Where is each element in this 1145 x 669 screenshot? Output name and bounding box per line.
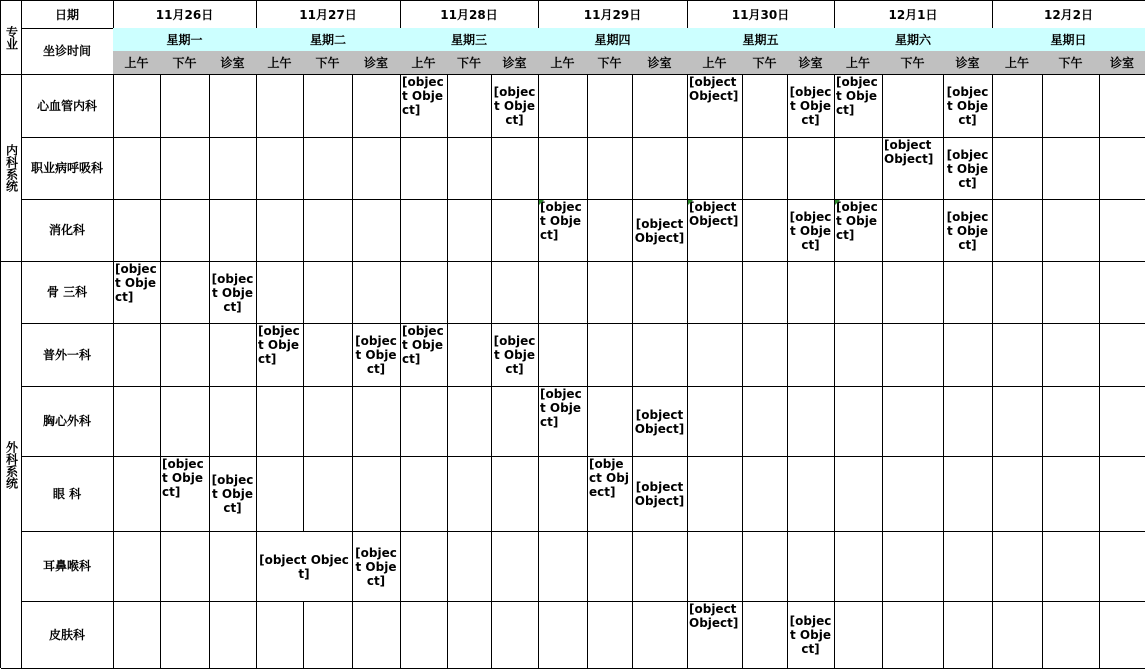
- date-cell: 11月26日: [113, 1, 257, 29]
- empty-cell[interactable]: [1042, 386, 1100, 457]
- cell-text: [object Object]: [689, 200, 739, 228]
- empty-cell[interactable]: [632, 531, 688, 602]
- empty-cell[interactable]: [992, 386, 1043, 457]
- empty-cell[interactable]: [303, 137, 353, 200]
- empty-cell[interactable]: [587, 261, 633, 324]
- weekday-cell: 星期三: [400, 28, 539, 52]
- empty-cell[interactable]: [352, 74, 401, 138]
- weekday-cell: 星期二: [256, 28, 401, 52]
- doctor-entry-cell[interactable]: [object Object]: [587, 456, 633, 532]
- cell-text: [object Object]: [836, 200, 878, 242]
- date-cell: 11月28日: [400, 1, 539, 29]
- doctor-entry-cell[interactable]: [834, 199, 883, 262]
- slot-header: 下午: [303, 51, 353, 75]
- empty-cell[interactable]: [303, 199, 353, 262]
- empty-cell[interactable]: [113, 199, 161, 262]
- doctor-entry-cell[interactable]: [object Object]: [538, 386, 588, 457]
- date-cell: 11月29日: [538, 1, 688, 29]
- clinic-room-cell[interactable]: [object Object]: [632, 199, 688, 262]
- doctor-entry-cell[interactable]: [object Object]: [113, 261, 161, 324]
- empty-cell[interactable]: [834, 137, 883, 200]
- empty-cell[interactable]: [303, 261, 353, 324]
- empty-cell[interactable]: [632, 323, 688, 387]
- empty-cell[interactable]: [491, 531, 539, 602]
- empty-cell[interactable]: [209, 74, 257, 138]
- empty-cell[interactable]: [1042, 456, 1100, 532]
- slot-header: 上午: [113, 51, 161, 75]
- empty-cell[interactable]: [687, 531, 743, 602]
- empty-cell[interactable]: [1042, 323, 1100, 387]
- empty-cell[interactable]: [352, 601, 401, 669]
- empty-cell[interactable]: [834, 601, 883, 669]
- empty-cell[interactable]: [491, 261, 539, 324]
- empty-cell[interactable]: [256, 601, 304, 669]
- empty-cell[interactable]: [587, 386, 633, 457]
- empty-cell[interactable]: [113, 386, 161, 457]
- empty-cell[interactable]: [352, 261, 401, 324]
- empty-cell[interactable]: [587, 74, 633, 138]
- empty-cell[interactable]: [303, 74, 353, 138]
- date-header: 日期: [21, 1, 114, 29]
- clinic-room-cell[interactable]: [object Object]: [632, 386, 688, 457]
- empty-cell[interactable]: [742, 199, 788, 262]
- empty-cell[interactable]: [1099, 199, 1145, 262]
- group-internal: 内科系统: [1, 74, 22, 262]
- empty-cell[interactable]: [687, 386, 743, 457]
- empty-cell[interactable]: [491, 199, 539, 262]
- department-cell: 耳鼻喉科: [21, 531, 114, 602]
- empty-cell[interactable]: [882, 601, 944, 669]
- empty-cell[interactable]: [992, 137, 1043, 200]
- slot-header: 诊室: [491, 51, 539, 75]
- clinic-room-cell[interactable]: [object Object]: [209, 261, 257, 324]
- empty-cell[interactable]: [1099, 261, 1145, 324]
- empty-cell[interactable]: [491, 137, 539, 200]
- empty-cell[interactable]: [587, 199, 633, 262]
- empty-cell[interactable]: [882, 531, 944, 602]
- comment-marker-icon: [835, 200, 840, 205]
- empty-cell[interactable]: [113, 456, 161, 532]
- empty-cell[interactable]: [447, 74, 492, 138]
- empty-cell[interactable]: [742, 386, 788, 457]
- clinic-room-cell[interactable]: [object Object]: [787, 601, 835, 669]
- empty-cell[interactable]: [352, 386, 401, 457]
- empty-cell[interactable]: [113, 137, 161, 200]
- clinic-room-cell[interactable]: [object Object]: [209, 456, 257, 532]
- slot-header: 诊室: [943, 51, 993, 75]
- empty-cell[interactable]: [787, 456, 835, 532]
- empty-cell[interactable]: [303, 323, 353, 387]
- empty-cell[interactable]: [303, 456, 353, 532]
- slot-header: 上午: [687, 51, 743, 75]
- group-surgical: 外科系统: [1, 261, 22, 669]
- department-cell: 眼 科: [21, 456, 114, 532]
- empty-cell[interactable]: [943, 601, 993, 669]
- slot-header: 诊室: [209, 51, 257, 75]
- slot-header: 下午: [882, 51, 944, 75]
- department-cell: 心血管内科: [21, 74, 114, 138]
- empty-cell[interactable]: [742, 137, 788, 200]
- clinic-room-cell[interactable]: [object Object]: [491, 74, 539, 138]
- empty-cell[interactable]: [943, 386, 993, 457]
- empty-cell[interactable]: [1099, 456, 1145, 532]
- empty-cell[interactable]: [209, 386, 257, 457]
- empty-cell[interactable]: [742, 261, 788, 324]
- empty-cell[interactable]: [209, 531, 257, 602]
- empty-cell[interactable]: [943, 261, 993, 324]
- empty-cell[interactable]: [538, 74, 588, 138]
- empty-cell[interactable]: [352, 199, 401, 262]
- date-cell: 12月2日: [992, 1, 1145, 29]
- empty-cell[interactable]: [587, 323, 633, 387]
- empty-cell[interactable]: [882, 456, 944, 532]
- clinic-room-cell[interactable]: [object Object]: [943, 137, 993, 200]
- empty-cell[interactable]: [400, 601, 448, 669]
- department-cell: 骨 三科: [21, 261, 114, 324]
- slot-header: 诊室: [787, 51, 835, 75]
- empty-cell[interactable]: [687, 261, 743, 324]
- comment-marker-icon: [688, 200, 693, 205]
- slot-header: 上午: [256, 51, 304, 75]
- empty-cell[interactable]: [787, 386, 835, 457]
- empty-cell[interactable]: [834, 456, 883, 532]
- doctor-entry-cell[interactable]: [object Object]: [256, 531, 353, 602]
- empty-cell[interactable]: [1042, 74, 1100, 138]
- department-cell: 普外一科: [21, 323, 114, 387]
- slot-header: 上午: [538, 51, 588, 75]
- doctor-entry-cell[interactable]: [object Object]: [834, 74, 883, 138]
- empty-cell[interactable]: [1042, 199, 1100, 262]
- weekday-cell: 星期日: [992, 28, 1145, 52]
- weekday-cell: 星期六: [834, 28, 993, 52]
- empty-cell[interactable]: [787, 137, 835, 200]
- empty-cell[interactable]: [882, 261, 944, 324]
- slot-header: 下午: [447, 51, 492, 75]
- slot-header: 上午: [992, 51, 1043, 75]
- slot-header: 上午: [834, 51, 883, 75]
- empty-cell[interactable]: [1099, 323, 1145, 387]
- date-cell: 11月27日: [256, 1, 401, 29]
- empty-cell[interactable]: [992, 601, 1043, 669]
- empty-cell[interactable]: [834, 323, 883, 387]
- clinic-room-cell[interactable]: [object Object]: [632, 456, 688, 532]
- slot-header: 下午: [742, 51, 788, 75]
- empty-cell[interactable]: [491, 601, 539, 669]
- empty-cell[interactable]: [742, 323, 788, 387]
- empty-cell[interactable]: [834, 531, 883, 602]
- empty-cell[interactable]: [538, 601, 588, 669]
- empty-cell[interactable]: [352, 456, 401, 532]
- empty-cell[interactable]: [400, 261, 448, 324]
- empty-cell[interactable]: [1042, 137, 1100, 200]
- empty-cell[interactable]: [538, 261, 588, 324]
- doctor-entry-cell[interactable]: [object Object]: [687, 601, 743, 669]
- empty-cell[interactable]: [209, 323, 257, 387]
- empty-cell[interactable]: [834, 261, 883, 324]
- empty-cell[interactable]: [992, 456, 1043, 532]
- empty-cell[interactable]: [1099, 601, 1145, 669]
- clinic-room-cell[interactable]: [object Object]: [352, 323, 401, 387]
- date-cell: 11月30日: [687, 1, 835, 29]
- empty-cell[interactable]: [687, 456, 743, 532]
- empty-cell[interactable]: [400, 386, 448, 457]
- weekday-cell: 星期四: [538, 28, 688, 52]
- empty-cell[interactable]: [160, 386, 210, 457]
- empty-cell[interactable]: [882, 199, 944, 262]
- empty-cell[interactable]: [256, 456, 304, 532]
- doctor-entry-cell[interactable]: [object Object]: [160, 456, 210, 532]
- weekday-cell: 星期一: [113, 28, 257, 52]
- empty-cell[interactable]: [256, 386, 304, 457]
- empty-cell[interactable]: [632, 261, 688, 324]
- empty-cell[interactable]: [160, 601, 210, 669]
- empty-cell[interactable]: [587, 601, 633, 669]
- empty-cell[interactable]: [447, 199, 492, 262]
- weekday-cell: 星期五: [687, 28, 835, 52]
- empty-cell[interactable]: [160, 74, 210, 138]
- empty-cell[interactable]: [687, 323, 743, 387]
- slot-header: 下午: [160, 51, 210, 75]
- empty-cell[interactable]: [303, 386, 353, 457]
- empty-cell[interactable]: [538, 531, 588, 602]
- empty-cell[interactable]: [113, 601, 161, 669]
- slot-header: 诊室: [352, 51, 401, 75]
- empty-cell[interactable]: [943, 456, 993, 532]
- empty-cell[interactable]: [1042, 531, 1100, 602]
- doctor-entry-cell[interactable]: [object Object]: [882, 137, 944, 200]
- empty-cell[interactable]: [538, 137, 588, 200]
- empty-cell[interactable]: [742, 531, 788, 602]
- empty-cell[interactable]: [400, 137, 448, 200]
- cell-text: [object Object]: [540, 200, 582, 242]
- empty-cell[interactable]: [992, 199, 1043, 262]
- empty-cell[interactable]: [587, 531, 633, 602]
- doctor-entry-cell[interactable]: [687, 199, 743, 262]
- department-cell: 职业病呼吸科: [21, 137, 114, 200]
- doctor-entry-cell[interactable]: [object Object]: [400, 323, 448, 387]
- empty-cell[interactable]: [882, 323, 944, 387]
- empty-cell[interactable]: [256, 74, 304, 138]
- empty-cell[interactable]: [303, 601, 353, 669]
- empty-cell[interactable]: [209, 137, 257, 200]
- empty-cell[interactable]: [1099, 531, 1145, 602]
- empty-cell[interactable]: [447, 137, 492, 200]
- empty-cell[interactable]: [1099, 74, 1145, 138]
- empty-cell[interactable]: [742, 601, 788, 669]
- empty-cell[interactable]: [882, 74, 944, 138]
- empty-cell[interactable]: [209, 601, 257, 669]
- time-header: 坐诊时间: [21, 28, 114, 75]
- empty-cell[interactable]: [992, 323, 1043, 387]
- empty-cell[interactable]: [1099, 137, 1145, 200]
- empty-cell[interactable]: [160, 531, 210, 602]
- empty-cell[interactable]: [992, 74, 1043, 138]
- department-cell: 皮肤科: [21, 601, 114, 669]
- empty-cell[interactable]: [992, 531, 1043, 602]
- doctor-entry-cell[interactable]: [object Object]: [400, 74, 448, 138]
- empty-cell[interactable]: [447, 456, 492, 532]
- date-cell: 12月1日: [834, 1, 993, 29]
- empty-cell[interactable]: [160, 261, 210, 324]
- empty-cell[interactable]: [687, 137, 743, 200]
- empty-cell[interactable]: [400, 456, 448, 532]
- empty-cell[interactable]: [1099, 386, 1145, 457]
- slot-header: 下午: [587, 51, 633, 75]
- comment-marker-icon: [539, 200, 544, 205]
- empty-cell[interactable]: [632, 137, 688, 200]
- slot-header: 诊室: [632, 51, 688, 75]
- empty-cell[interactable]: [447, 261, 492, 324]
- empty-cell[interactable]: [632, 601, 688, 669]
- empty-cell[interactable]: [491, 386, 539, 457]
- empty-cell[interactable]: [160, 199, 210, 262]
- empty-cell[interactable]: [943, 531, 993, 602]
- empty-cell[interactable]: [447, 386, 492, 457]
- department-cell: 消化科: [21, 199, 114, 262]
- empty-cell[interactable]: [352, 137, 401, 200]
- empty-cell[interactable]: [787, 323, 835, 387]
- clinic-room-cell[interactable]: [object Object]: [491, 323, 539, 387]
- empty-cell[interactable]: [787, 261, 835, 324]
- empty-cell[interactable]: [992, 261, 1043, 324]
- empty-cell[interactable]: [632, 74, 688, 138]
- empty-cell[interactable]: [1042, 601, 1100, 669]
- doctor-entry-cell[interactable]: [object Object]: [256, 323, 304, 387]
- empty-cell[interactable]: [447, 531, 492, 602]
- clinic-room-cell[interactable]: [object Object]: [943, 199, 993, 262]
- empty-cell[interactable]: [256, 199, 304, 262]
- empty-cell[interactable]: [587, 137, 633, 200]
- department-cell: 胸心外科: [21, 386, 114, 457]
- empty-cell[interactable]: [742, 456, 788, 532]
- empty-cell[interactable]: [447, 601, 492, 669]
- empty-cell[interactable]: [209, 199, 257, 262]
- empty-cell[interactable]: [400, 199, 448, 262]
- clinic-room-cell[interactable]: [object Object]: [943, 74, 993, 138]
- clinic-room-cell[interactable]: [object Object]: [352, 531, 401, 602]
- specialty-header: 专业: [1, 1, 22, 75]
- empty-cell[interactable]: [834, 386, 883, 457]
- empty-cell[interactable]: [1042, 261, 1100, 324]
- empty-cell[interactable]: [113, 74, 161, 138]
- empty-cell[interactable]: [538, 323, 588, 387]
- empty-cell[interactable]: [882, 386, 944, 457]
- empty-cell[interactable]: [447, 323, 492, 387]
- empty-cell[interactable]: [491, 456, 539, 532]
- empty-cell[interactable]: [160, 323, 210, 387]
- empty-cell[interactable]: [113, 323, 161, 387]
- empty-cell[interactable]: [400, 531, 448, 602]
- doctor-entry-cell[interactable]: [object Object]: [687, 74, 743, 138]
- empty-cell[interactable]: [787, 531, 835, 602]
- empty-cell[interactable]: [538, 456, 588, 532]
- empty-cell[interactable]: [256, 137, 304, 200]
- slot-header: 上午: [400, 51, 448, 75]
- slot-header: 下午: [1042, 51, 1100, 75]
- empty-cell[interactable]: [256, 261, 304, 324]
- empty-cell[interactable]: [160, 137, 210, 200]
- slot-header: 诊室: [1099, 51, 1145, 75]
- empty-cell[interactable]: [943, 323, 993, 387]
- empty-cell[interactable]: [113, 531, 161, 602]
- clinic-room-cell[interactable]: [object Object]: [787, 199, 835, 262]
- doctor-entry-cell[interactable]: [538, 199, 588, 262]
- empty-cell[interactable]: [742, 74, 788, 138]
- clinic-room-cell[interactable]: [object Object]: [787, 74, 835, 138]
